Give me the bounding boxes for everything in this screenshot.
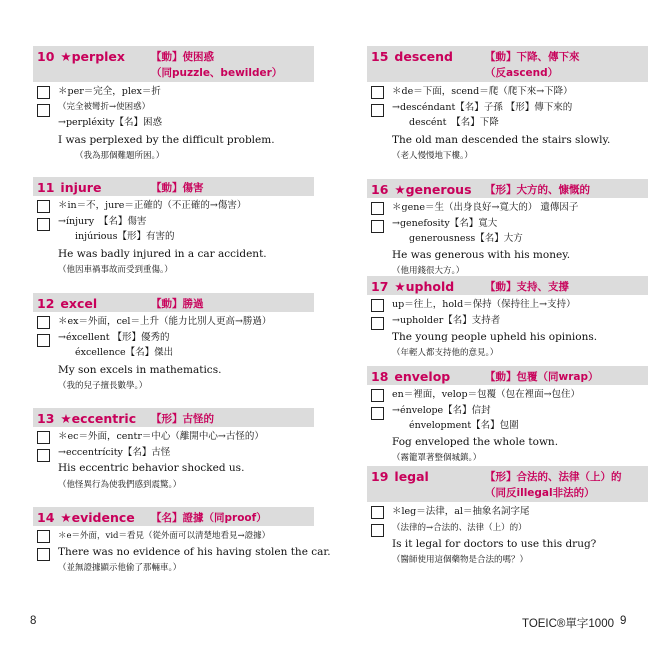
vocab-entry-16 — [367, 179, 648, 276]
vocab-entry-15 — [367, 46, 648, 161]
entry-definition: 【名】證據（同proof） — [151, 512, 267, 524]
etymology-line: en＝裡面，velop＝包覆（包在裡面→包住） — [392, 389, 581, 400]
entry-definition: 【形】大方的、慷慨的 — [485, 184, 590, 196]
entry-header — [367, 179, 648, 198]
example-sentence: Is it legal for doctors to use this drug? — [392, 538, 597, 550]
entry-header — [33, 507, 314, 526]
entry-definition-note: （同反illegal非法的） — [485, 487, 595, 499]
checkbox[interactable] — [371, 506, 384, 519]
entry-header — [33, 46, 314, 82]
vocab-entry-12 — [33, 293, 314, 391]
vocab-entry-10 — [33, 46, 314, 161]
entry-word: envelop — [394, 369, 451, 384]
checkbox[interactable] — [37, 86, 50, 99]
entry-word: descend — [394, 49, 454, 64]
example-sentence: The old man descended the stairs slowly. — [392, 134, 611, 146]
book-title: TOEIC®單字1000 — [522, 618, 614, 630]
entry-header — [367, 366, 648, 385]
entry-number: 13 — [37, 411, 55, 426]
derivative-line: éxcellence【名】傑出 — [75, 347, 174, 358]
entry-word: ★generous — [394, 182, 472, 197]
checkbox[interactable] — [371, 220, 384, 233]
checkbox[interactable] — [371, 317, 384, 330]
derivative-line: →descéndant【名】子孫 【形】傳下來的 — [392, 102, 573, 113]
example-translation: （年輕人都支持他的意見。） — [392, 348, 499, 358]
example-translation: （他怪異行為使我們感到震驚。） — [58, 480, 182, 490]
entry-definition-note: （反ascend） — [485, 67, 559, 79]
entry-word: legal — [394, 469, 429, 484]
entry-definition: 【動】使困惑 — [151, 51, 214, 63]
entry-definition: 【動】勝過 — [151, 298, 204, 310]
entry-definition-note: （同puzzle、bewilder） — [151, 67, 283, 79]
entry-number: 14 — [37, 510, 55, 525]
vocab-entry-17 — [367, 276, 648, 358]
example-sentence: There was no evidence of his having stolen the car. — [58, 546, 331, 558]
entry-word: ★evidence — [60, 510, 135, 525]
example-translation: （霧籠罩著整個城鎮。） — [392, 453, 482, 463]
checkbox[interactable] — [37, 200, 50, 213]
etymology-line: ＊e＝外面，vid＝看見（從外面可以清楚地看見→證據） — [58, 531, 271, 541]
checkbox[interactable] — [371, 104, 384, 117]
etymology-note: （完全被彎折→使困惑） — [58, 102, 151, 112]
derivative-line: →énvelope【名】信封 — [392, 405, 491, 416]
example-sentence: Fog enveloped the whole town. — [392, 436, 559, 448]
etymology-line: ＊ex＝外面，cel＝上升（能力比別人更高→勝過） — [58, 316, 272, 327]
entry-header — [367, 46, 648, 82]
derivative-line: →perpléxity【名】困惑 — [58, 117, 163, 128]
etymology-line: up＝往上，hold＝保持（保持往上→支持） — [392, 299, 576, 310]
entry-number: 16 — [371, 182, 389, 197]
entry-header — [367, 466, 648, 502]
entry-definition: 【動】下降、傳下來 — [485, 51, 580, 63]
checkbox[interactable] — [371, 299, 384, 312]
vocab-entry-19 — [367, 466, 648, 565]
example-sentence: I was perplexed by the difficult problem. — [58, 134, 275, 146]
derivative-line: énvelopment【名】包圍 — [409, 420, 519, 431]
derivative-line: →eccentrícity【名】古怪 — [58, 447, 171, 458]
etymology-line: ＊ec＝外面，centr＝中心（離開中心→古怪的） — [58, 431, 264, 442]
example-translation: （醫師使用這個藥物是合法的嗎？） — [392, 555, 529, 565]
etymology-line: ＊gene＝生（出身良好→寬大的） 遺傳因子 — [392, 202, 579, 213]
derivative-line: →genefosity【名】寬大 — [392, 218, 498, 229]
entry-number: 11 — [37, 180, 55, 195]
entry-word: ★perplex — [60, 49, 125, 64]
checkbox[interactable] — [371, 407, 384, 420]
example-translation: （我的兒子擅長數學。） — [58, 381, 148, 391]
etymology-line: ＊in＝不，jure＝正確的（不正確的→傷害） — [58, 200, 247, 211]
example-translation: （他因車禍事故而受到重傷。） — [58, 265, 173, 275]
derivative-line: →éxcellent 【形】優秀的 — [58, 332, 170, 343]
entry-definition: 【動】支持、支撐 — [485, 281, 569, 293]
entry-definition: 【動】傷害 — [151, 182, 204, 194]
entry-word: excel — [60, 296, 98, 311]
derivative-line: →ínjury 【名】傷害 — [58, 216, 147, 227]
entry-header — [33, 177, 314, 196]
checkbox[interactable] — [37, 104, 50, 117]
entry-number: 17 — [371, 279, 389, 294]
checkbox[interactable] — [37, 316, 50, 329]
example-translation: （我為那個難題所困。） — [75, 151, 165, 161]
checkbox[interactable] — [37, 334, 50, 347]
example-sentence: The young people upheld his opinions. — [392, 331, 598, 343]
etymology-line: ＊per＝完全，plex＝折 — [58, 86, 161, 97]
entry-number: 19 — [371, 469, 389, 484]
derivative-line: descént 【名】下降 — [409, 117, 499, 128]
entry-number: 10 — [37, 49, 55, 64]
derivative-line: injúrious【形】有害的 — [75, 231, 175, 242]
entry-word: ★eccentric — [60, 411, 137, 426]
checkbox[interactable] — [37, 548, 50, 561]
right-page-number: 9 — [620, 615, 627, 627]
entry-header — [367, 276, 648, 295]
vocab-entry-14 — [33, 507, 331, 573]
checkbox[interactable] — [371, 202, 384, 215]
example-translation: （老人慢慢地下樓。） — [392, 151, 473, 161]
checkbox[interactable] — [371, 524, 384, 537]
entry-definition: 【形】古怪的 — [151, 413, 214, 425]
left-page-number: 8 — [30, 615, 37, 627]
entry-definition: 【形】合法的、法律（上）的 — [485, 471, 622, 483]
checkbox[interactable] — [371, 389, 384, 402]
checkbox[interactable] — [371, 86, 384, 99]
vocab-entry-18 — [367, 366, 648, 463]
example-sentence: He was generous with his money. — [392, 249, 571, 261]
example-sentence: His eccentric behavior shocked us. — [58, 462, 245, 474]
etymology-note: （法律的→合法的、法律（上）的） — [392, 523, 527, 533]
entry-number: 18 — [371, 369, 389, 384]
checkbox[interactable] — [37, 218, 50, 231]
entry-number: 15 — [371, 49, 389, 64]
entry-header — [33, 293, 314, 312]
entry-number: 12 — [37, 296, 55, 311]
derivative-line: generousness【名】大方 — [409, 233, 523, 244]
example-translation: （他用錢很大方。） — [392, 266, 465, 276]
entry-definition: 【動】包覆（同wrap） — [485, 371, 599, 383]
example-sentence: My son excels in mathematics. — [58, 364, 222, 376]
entry-header — [33, 408, 314, 427]
vocab-entry-11 — [33, 177, 314, 275]
entry-word: ★uphold — [394, 279, 455, 294]
checkbox[interactable] — [37, 530, 50, 543]
etymology-line: ＊leg＝法律，al＝抽象名詞字尾 — [392, 506, 530, 517]
entry-word: injure — [60, 180, 102, 195]
checkbox[interactable] — [37, 449, 50, 462]
checkbox[interactable] — [37, 431, 50, 444]
derivative-line: →upholder【名】支持者 — [392, 315, 501, 326]
vocab-entry-13 — [33, 408, 314, 490]
etymology-line: ＊de＝下面，scend＝爬（爬下來→下降） — [392, 86, 573, 97]
example-sentence: He was badly injured in a car accident. — [58, 248, 267, 260]
example-translation: （並無證據顯示他偷了那輛車。） — [58, 563, 182, 573]
